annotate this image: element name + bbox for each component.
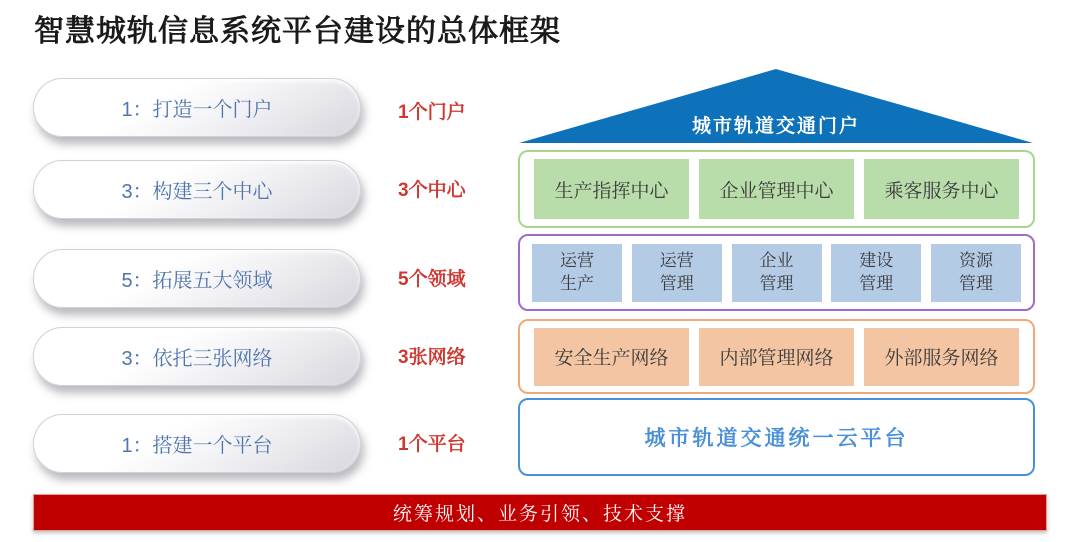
domain-box-enterprise-management xyxy=(732,244,822,302)
footer-label: 统筹规划、业务引领、技术支撑 xyxy=(392,504,687,525)
center-box-production-command: 生产指挥中心 xyxy=(534,159,689,219)
domain-box-operation-management xyxy=(632,244,722,302)
cloud-platform-label: 城市轨道交通统一云平台 xyxy=(644,427,909,450)
cloud-platform-box xyxy=(518,398,1035,476)
pill-label: 3：构建三个中心 xyxy=(121,181,273,203)
count-tag-networks: 3张网络 xyxy=(398,347,466,368)
pill-item-2 xyxy=(33,160,361,219)
count-tag-platform: 1个平台 xyxy=(398,434,466,455)
pill-label: 3：依托三张网络 xyxy=(121,348,273,370)
domain-line: 资源 xyxy=(959,251,993,271)
pill-item-1 xyxy=(33,78,361,137)
domain-line: 企业 xyxy=(759,251,794,271)
pill-label: 1：搭建一个平台 xyxy=(121,435,273,457)
network-box-safety-production: 安全生产网络 xyxy=(534,328,689,386)
pill-item-3 xyxy=(33,249,361,308)
network-box-external-service: 外部服务网络 xyxy=(864,328,1019,386)
count-tag-domains: 5个领域 xyxy=(398,269,466,290)
pill-label: 5：拓展五大领域 xyxy=(121,270,273,292)
domain-line: 管理 xyxy=(959,273,993,293)
domain-line: 生产 xyxy=(560,273,594,293)
domain-box-operation-production xyxy=(532,244,622,302)
networks-band xyxy=(518,319,1035,394)
pill-label: 1：打造一个门户 xyxy=(121,99,273,121)
pill-item-4 xyxy=(33,327,361,386)
domain-line: 管理 xyxy=(759,273,794,293)
domain-box-resource-management xyxy=(931,244,1021,302)
count-tag-portal: 1个门户 xyxy=(398,102,466,123)
domain-box-construction-management xyxy=(831,244,921,302)
roof-triangle xyxy=(519,69,1033,143)
domain-line: 运营 xyxy=(560,251,594,271)
domain-line: 管理 xyxy=(859,273,894,293)
roof-label: 城市轨道交通门户 xyxy=(691,116,860,137)
center-box-enterprise-management: 企业管理中心 xyxy=(699,159,854,219)
pill-item-5 xyxy=(33,414,361,473)
count-tag-centers: 3个中心 xyxy=(398,180,466,201)
domains-band xyxy=(518,234,1035,311)
domain-line: 运营 xyxy=(659,251,694,271)
domain-line: 建设 xyxy=(859,251,894,271)
page-title: 智慧城轨信息系统平台建设的总体框架 xyxy=(34,15,561,48)
domain-line: 管理 xyxy=(659,273,694,293)
footer-banner xyxy=(33,494,1047,531)
center-box-passenger-service: 乘客服务中心 xyxy=(864,159,1019,219)
network-box-internal-management: 内部管理网络 xyxy=(699,328,854,386)
centers-band xyxy=(518,150,1035,228)
